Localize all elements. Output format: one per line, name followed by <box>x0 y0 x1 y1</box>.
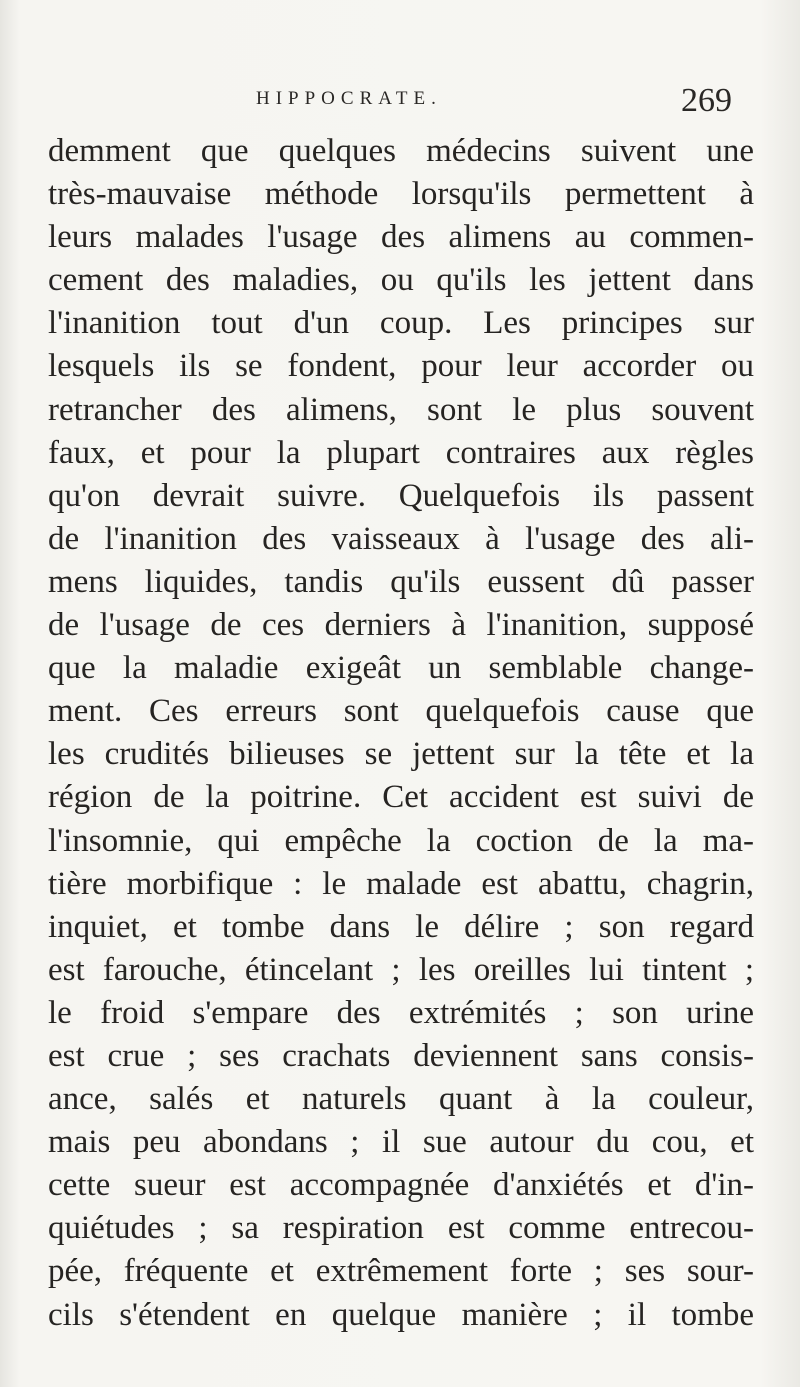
text-line: pée, fréquente et extrêmement forte ; ses sour- <box>48 1253 754 1290</box>
body-text <box>48 130 754 1337</box>
text-line: leurs malades l'usage des alimens au commen- <box>48 219 754 256</box>
running-title: HIPPOCRATE. <box>256 88 442 109</box>
text-line: l'inanition tout d'un coup. Les principes sur <box>48 305 754 342</box>
text-line: mens liquides, tandis qu'ils eussent dû passer <box>48 563 754 600</box>
page-number: 269 <box>681 82 732 119</box>
text-line: tière morbifique : le malade est abattu, chagrin, <box>48 865 754 902</box>
text-line: quiétudes ; sa respiration est comme entrecou- <box>48 1210 754 1247</box>
text-line: cement des maladies, ou qu'ils les jettent dans <box>48 262 754 299</box>
text-line: est crue ; ses crachats deviennent sans consis- <box>48 1037 754 1074</box>
text-line: très-mauvaise méthode lorsqu'ils permettent à <box>48 176 754 213</box>
text-line: de l'inanition des vaisseaux à l'usage des ali- <box>48 520 754 557</box>
text-line: de l'usage de ces derniers à l'inanition, supposé <box>48 607 754 644</box>
running-head <box>48 82 754 122</box>
text-line: inquiet, et tombe dans le délire ; son regard <box>48 908 754 945</box>
text-line: demment que quelques médecins suivent une <box>48 133 754 169</box>
text-line: ance, salés et naturels quant à la couleur, <box>48 1081 754 1118</box>
text-line: mais peu abondans ; il sue autour du cou, et <box>48 1124 754 1161</box>
text-line: est farouche, étincelant ; les oreilles lui tintent ; <box>48 951 754 988</box>
text-line: région de la poitrine. Cet accident est suivi de <box>48 779 754 816</box>
text-line: faux, et pour la plupart contraires aux règles <box>48 434 754 471</box>
text-line: cils s'étendent en quelque manière ; il tombe <box>48 1296 754 1333</box>
text-line: le froid s'empare des extrémités ; son urine <box>48 994 754 1031</box>
text-line: qu'on devrait suivre. Quelquefois ils passent <box>48 477 754 514</box>
text-line: ment. Ces erreurs sont quelquefois cause que <box>48 693 754 730</box>
text-line: retrancher des alimens, sont le plus souvent <box>48 391 754 428</box>
text-line: que la maladie exigeât un semblable change- <box>48 650 754 687</box>
text-line: lesquels ils se fondent, pour leur accorder ou <box>48 348 754 385</box>
text-line: l'insomnie, qui empêche la coction de la ma- <box>48 822 754 859</box>
text-line: cette sueur est accompagnée d'anxiétés et d'in- <box>48 1167 754 1204</box>
text-line: les crudités bilieuses se jettent sur la tête et la <box>48 736 754 773</box>
